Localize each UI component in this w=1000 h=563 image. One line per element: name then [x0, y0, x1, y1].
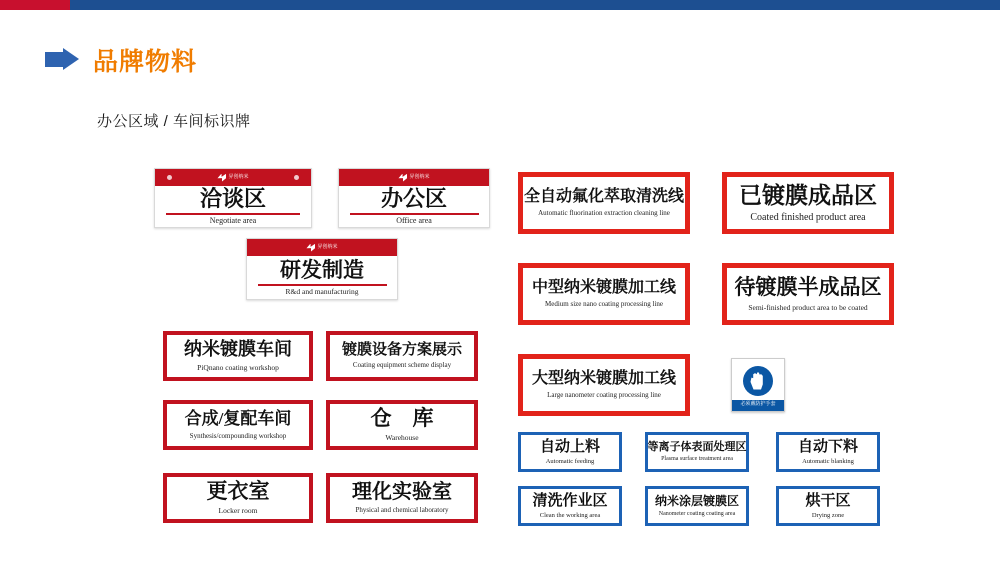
ppe-mandatory-sign [731, 358, 785, 412]
sign-title-en: Plasma surface treatment area [661, 456, 733, 463]
sign-title-en: Automatic blanking [802, 458, 854, 466]
sign-title-en: Nanometer coating coating area [658, 510, 736, 517]
sign-title-en: Drying zone [811, 512, 845, 520]
logo-mark-icon [398, 174, 407, 182]
sign-card [163, 400, 313, 450]
sign-title-cn: 仓 库 [370, 406, 434, 431]
sign-title-cn: 烘干区 [805, 492, 851, 509]
logo-mark-icon [217, 174, 226, 182]
sign-title-cn: 待镀膜半成品区 [734, 274, 882, 299]
sign-divider [350, 213, 479, 215]
sign-title-en: Large nanometer coating processing line [547, 391, 661, 400]
sign-card [326, 331, 478, 381]
sign-title-en: PiQnano coating workshop [197, 362, 279, 372]
sign-title-cn: 自动上料 [539, 438, 600, 455]
sign-title-cn: 洽谈区 [199, 186, 266, 211]
sign-title-en: Clean the working area [539, 512, 601, 520]
sign-title-cn: 纳米镀膜车间 [184, 338, 292, 359]
sign-card [326, 473, 478, 523]
sign-card [518, 172, 690, 234]
sign-title-en: Automatic feeding [545, 458, 595, 466]
sign-card [163, 473, 313, 523]
sign-title-en: Warehouse [385, 433, 419, 443]
sign-title-cn: 研发制造 [280, 257, 364, 282]
sign-card [246, 238, 398, 300]
sign-title-en: Negotiate area [209, 216, 257, 226]
logo-text: 昇创纳米 [317, 244, 338, 250]
sign-title-en: Locker room [218, 506, 258, 516]
sign-card [776, 432, 880, 472]
sign-title-cn: 大型纳米镀膜加工线 [531, 369, 676, 387]
sign-title-cn: 全自动氟化萃取清洗线 [523, 187, 684, 205]
sign-card [776, 486, 880, 526]
sign-title-cn: 办公区 [380, 186, 447, 211]
page-title: 品牌物料 [93, 48, 198, 76]
arrow-icon [45, 45, 79, 75]
ppe-caption: 必须戴防护手套 [732, 400, 784, 411]
sign-brand-strip [155, 169, 311, 186]
sign-card [338, 168, 490, 228]
logo-text: 昇创纳米 [409, 174, 430, 180]
brand-logo [306, 244, 337, 252]
sign-title-cn: 等离子体表面处理区 [647, 441, 747, 454]
top-accent-bar-blue [70, 0, 1000, 10]
sign-title-en: Medium size nano coating processing line [545, 300, 663, 309]
sign-card [722, 172, 894, 234]
top-accent-bar-red [0, 0, 70, 10]
sign-card [326, 400, 478, 450]
sign-card [163, 331, 313, 381]
sign-divider [258, 284, 387, 286]
sign-title-cn: 更衣室 [206, 479, 270, 504]
sign-title-cn: 理化实验室 [352, 481, 452, 504]
sign-title-cn: 清洗作业区 [532, 492, 608, 509]
sign-card [518, 263, 690, 325]
logo-text: 昇创纳米 [228, 174, 249, 180]
sign-title-en: R&d and manufacturing [285, 286, 359, 296]
sign-card [645, 486, 749, 526]
sign-divider [166, 213, 300, 215]
sign-card [518, 432, 622, 472]
sign-title-cn: 镀膜设备方案展示 [341, 341, 462, 358]
screw-dot-icon [294, 175, 299, 180]
sign-card [518, 486, 622, 526]
sign-title-cn: 纳米涂层镀膜区 [654, 493, 739, 508]
sign-card [518, 354, 690, 416]
sign-title-cn: 中型纳米镀膜加工线 [531, 278, 676, 296]
brand-logo [217, 174, 248, 182]
sign-card [645, 432, 749, 472]
sign-title-en: Coated finished product area [750, 212, 866, 224]
sign-title-en: Physical and chemical laboratory [355, 506, 449, 515]
sign-card [154, 168, 312, 228]
sign-brand-strip [247, 239, 397, 256]
sign-title-cn: 自动下料 [797, 438, 858, 455]
sign-brand-strip [339, 169, 489, 186]
sign-title-en: Coating equipment scheme display [352, 361, 452, 370]
sign-title-cn: 已镀膜成品区 [739, 182, 877, 208]
protective-glove-icon [743, 366, 773, 396]
sign-title-en: Office area [396, 216, 432, 226]
logo-mark-icon [306, 244, 315, 252]
sign-title-en: Semi-finished product area to be coated [748, 302, 868, 312]
sign-title-en: Automatic fluorination extraction cleaning line [538, 209, 670, 218]
section-subtitle: 办公区域 / 车间标识牌 [97, 113, 251, 130]
sign-title-cn: 合成/复配车间 [184, 408, 292, 428]
sign-card [722, 263, 894, 325]
sign-title-en: Synthesis/compounding workshop [189, 431, 287, 440]
screw-dot-icon [167, 175, 172, 180]
page-header [45, 42, 197, 78]
brand-logo [398, 174, 429, 182]
